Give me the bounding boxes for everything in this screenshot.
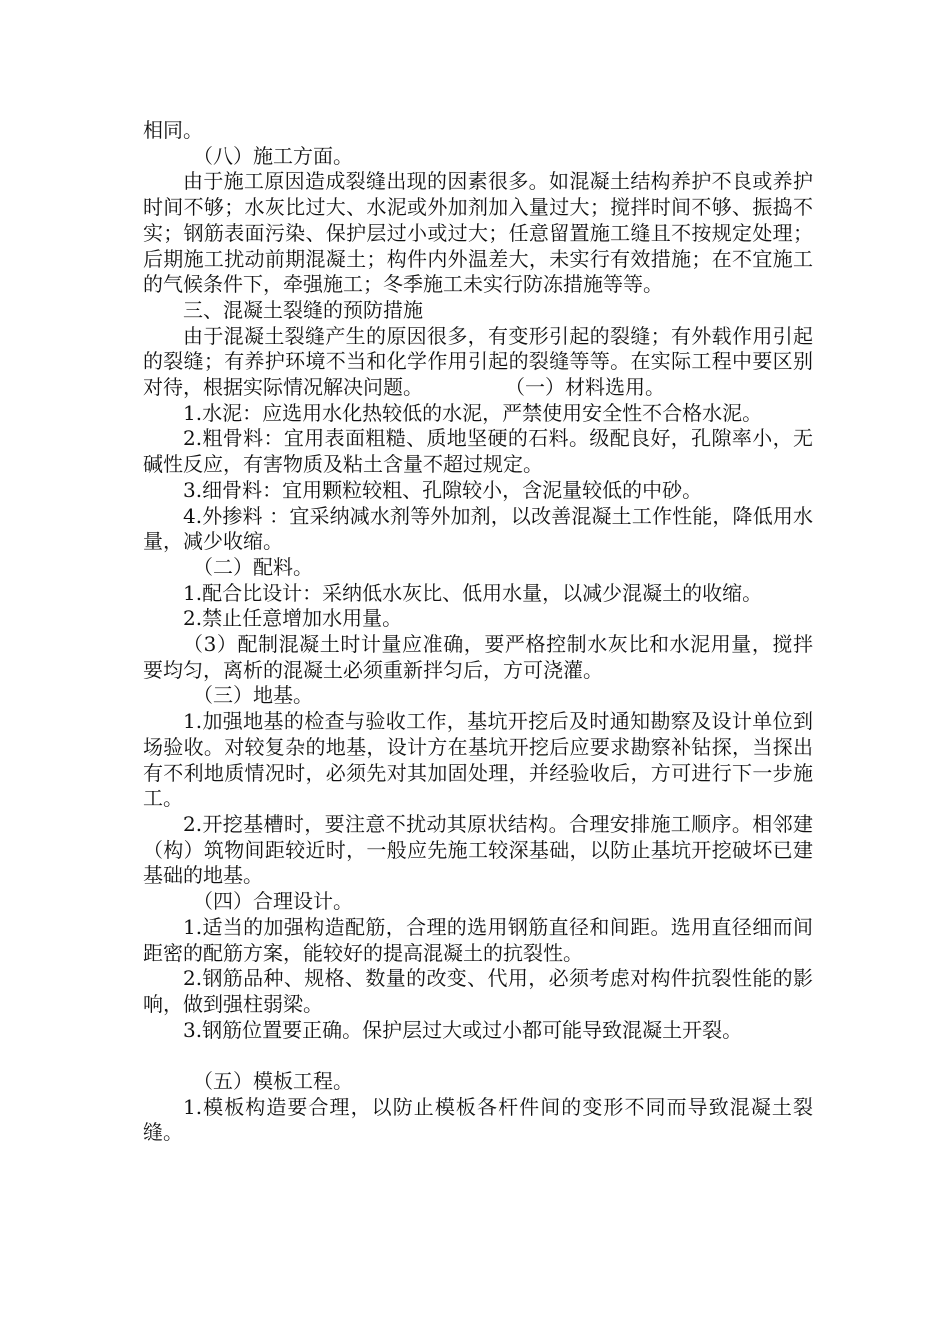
list-item-rebar-position: 3.钢筋位置要正确。保护层过大或过小都可能导致混凝土开裂。: [183, 1017, 743, 1042]
list-item-coarse-aggregate: 2.粗骨料：宜用表面粗糙、质地坚硬的石料。级配良好，孔隙率小，无碱性反应，有害物质及粘土含量不超过规定。: [143, 426, 813, 477]
list-item-formwork: 1.模板构造要合理，以防止模板各杆件间的变形不同而导致混凝土裂缝。: [143, 1094, 813, 1145]
chapter-heading-prevention: 三、混凝土裂缝的预防措施: [183, 297, 423, 322]
section-heading-formwork: （五）模板工程。: [193, 1069, 353, 1093]
list-item-mix-design: 1.配合比设计：采纳低水灰比、低用水量，以减少混凝土的收缩。: [183, 580, 763, 605]
list-item-metering: （3）配制混凝土时计量应准确，要严格控制水灰比和水泥用量，搅拌要均匀，离析的混凝土必须重新拌匀后，方可浇灌。: [143, 632, 813, 682]
paragraph-continuation: 相同。: [143, 118, 203, 142]
body-text: [143, 118, 813, 1146]
list-item-rebar-substitution: 2.钢筋品种、规格、数量的改变、代用，必须考虑对构件抗裂性能的影响，做到强柱弱梁。: [143, 966, 813, 1016]
paragraph-construction-causes: 由于施工原因造成裂缝出现的因素很多。如混凝土结构养护不良或养护时间不够；水灰比过大、水泥或外加剂加入量过大；搅拌时间不够、振捣不实；钢筋表面污染、保护层过小或过大；任意留置施工缝且不按规定处理；后期施工扰动前期混凝土；构件内外温差大，未实行有效措施；在不宜施工的气候条件下，牵强施工；冬季施工未实行防冻措施等等。: [143, 169, 813, 297]
section-heading-materials: （一）材料选用。: [505, 375, 665, 400]
section-heading-foundation: （三）地基。: [193, 683, 313, 708]
section-heading-design: （四）合理设计。: [193, 889, 353, 914]
section-heading-construction: （八）施工方面。: [193, 143, 353, 168]
prevention-intro-text: 由于混凝土裂缝产生的原因很多，有变形引起的裂缝；有外载作用引起的裂缝；有养护环境不当和化学作用引起的裂缝等等。在实际工程中要区别对待，根据实际情况解决问题。: [143, 323, 813, 400]
list-item-no-extra-water: 2.禁止任意增加水用量。: [183, 606, 403, 631]
list-item-fine-aggregate: 3.细骨料：宜用颗粒较粗、孔隙较小，含泥量较低的中砂。: [183, 477, 703, 502]
paragraph-prevention-intro: [143, 324, 813, 401]
list-item-reinforcement: 1.适当的加强构造配筋，合理的选用钢筋直径和间距。选用直径细而间距密的配筋方案，能较好的提高混凝土的抗裂性。: [143, 914, 813, 965]
list-item-admixture: 4.外掺料 ：宜采纳减水剂等外加剂，以改善混凝土工作性能，降低用水量，减少收缩。: [143, 503, 813, 554]
list-item-excavation: 2.开挖基槽时，要注意不扰动其原状结构。合理安排施工顺序。相邻建（构）筑物间距较近时，一般应先施工较深基础，以防止基坑开挖破坏已建基础的地基。: [143, 811, 813, 888]
list-item-cement: 1.水泥：应选用水化热较低的水泥，严禁使用安全性不合格水泥。: [183, 400, 763, 425]
section-heading-mixing: （二）配料。: [193, 554, 313, 579]
list-item-foundation-inspection: 1.加强地基的检查与验收工作，基坑开挖后及时通知勘察及设计单位到场验收。对较复杂的地基，设计方在基坑开挖后应要求勘察补钻探，当探出有不利地质情况时，必须先对其加固处理，并经验收后，方可进行下一步施工。: [143, 709, 813, 811]
